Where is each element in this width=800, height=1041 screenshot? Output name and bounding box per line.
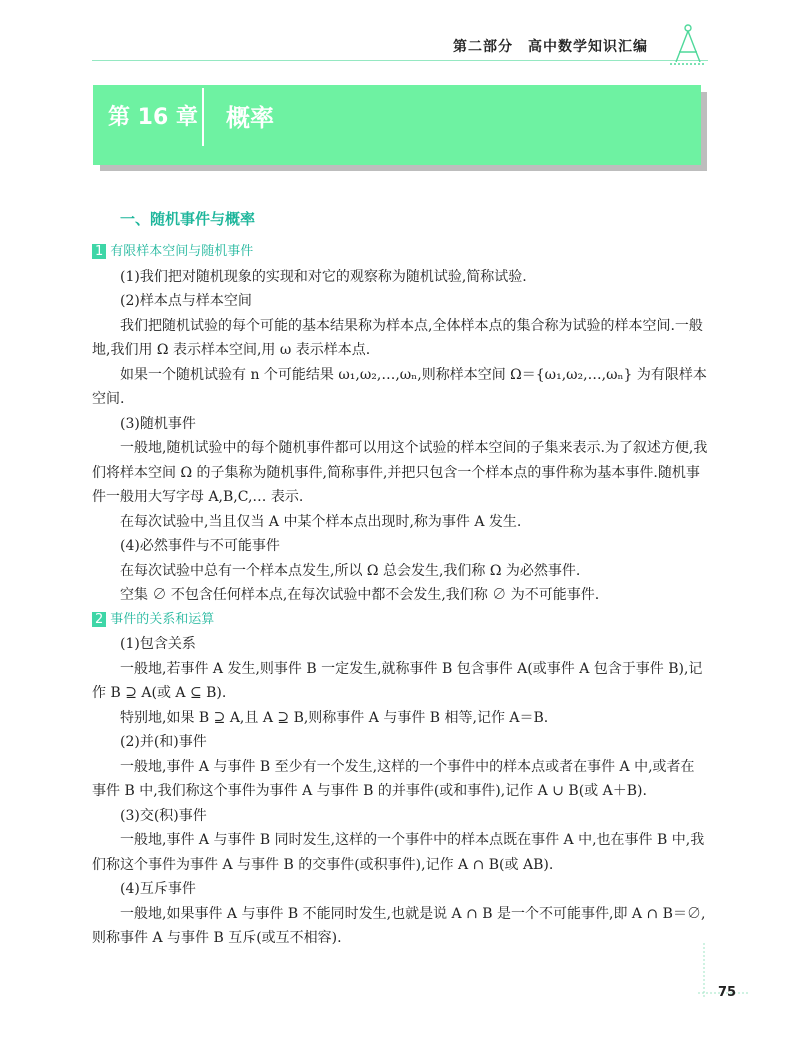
item-heading: (1)我们把对随机现象的实现和对它的观察称为随机试验,简称试验.	[120, 268, 527, 285]
banner-separator	[202, 88, 204, 146]
paragraph: 特别地,如果 B ⊇ A,且 A ⊇ B,则称事件 A 与事件 B 相等,记作 A＝B.	[120, 709, 549, 726]
item-heading: (4)互斥事件	[120, 881, 196, 897]
subsection-label: 事件的关系和运算	[110, 611, 215, 627]
paragraph: 在每次试验中,当且仅当 A 中某个样本点出现时,称为事件 A 发生.	[120, 513, 522, 530]
paragraph: 在每次试验中总有一个样本点发生,所以 Ω 总会发生,我们称 Ω 为必然事件.	[120, 562, 581, 579]
item-heading: (2)样本点与样本空间	[120, 293, 252, 309]
paragraph: 一般地,若事件 A 发生,则事件 B 一定发生,就称事件 B 包含事件 A(或事件 A 包含于事件 B),记作 B ⊇ A(或 A ⊆ B).	[92, 660, 703, 701]
paragraph: 如果一个随机试验有 n 个可能结果 ω₁,ω₂,…,ωₙ,则称样本空间 Ω＝{ω₁,ω₂,…,ωₙ} 为有限样本空间.	[92, 366, 707, 407]
chapter-number: 第 16 章	[108, 105, 198, 130]
page-number: 75	[718, 985, 737, 1000]
body-text	[92, 240, 708, 951]
paragraph: 一般地,随机试验中的每个随机事件都可以用这个试验的样本空间的子集来表示.为了叙述方便,我们将样本空间 Ω 的子集称为随机事件,简称事件,并把只包含一个样本点的事件称为基本事件.随机事件一般用大写字母 A,B,C,… 表示.	[92, 440, 708, 505]
paragraph: 一般地,如果事件 A 与事件 B 不能同时发生,也就是说 A ∩ B 是一个不可能事件,即 A ∩ B＝∅,则称事件 A 与事件 B 互斥(或互不相容).	[92, 905, 706, 946]
running-header: 第二部分 高中数学知识汇编	[453, 39, 648, 55]
paragraph: 我们把随机试验的每个可能的基本结果称为样本点,全体样本点的集合称为试验的样本空间.一般地,我们用 Ω 表示样本空间,用 ω 表示样本点.	[92, 317, 703, 358]
paragraph: 空集 ∅ 不包含任何样本点,在每次试验中都不会发生,我们称 ∅ 为不可能事件.	[120, 587, 600, 603]
subsection-heading	[92, 240, 708, 265]
item-heading: (1)包含关系	[120, 636, 196, 652]
paragraph: 一般地,事件 A 与事件 B 至少有一个发生,这样的一个事件中的样本点或者在事件 A 中,或者在事件 B 中,我们称这个事件为事件 A 与事件 B 的并事件(或和事件),记作 A ∪ B(或 A＋B).	[92, 758, 695, 799]
subsection-number: 1	[92, 244, 106, 259]
item-heading: (2)并(和)事件	[120, 734, 207, 750]
section-title: 一、随机事件与概率	[120, 210, 256, 228]
chapter-title: 概率	[226, 104, 274, 132]
subsection-heading	[92, 608, 708, 633]
subsection-label: 有限样本空间与随机事件	[110, 244, 254, 259]
header-rule	[92, 60, 708, 61]
subsection-number: 2	[92, 612, 106, 627]
item-heading: (3)交(积)事件	[120, 807, 207, 824]
item-heading: (4)必然事件与不可能事件	[120, 538, 280, 554]
paragraph: 一般地,事件 A 与事件 B 同时发生,这样的一个事件中的样本点既在事件 A 中,也在事件 B 中,我们称这个事件为事件 A 与事件 B 的交事件(或积事件),记作 A ∩ B(或 AB).	[92, 832, 705, 873]
item-heading: (3)随机事件	[120, 415, 196, 432]
